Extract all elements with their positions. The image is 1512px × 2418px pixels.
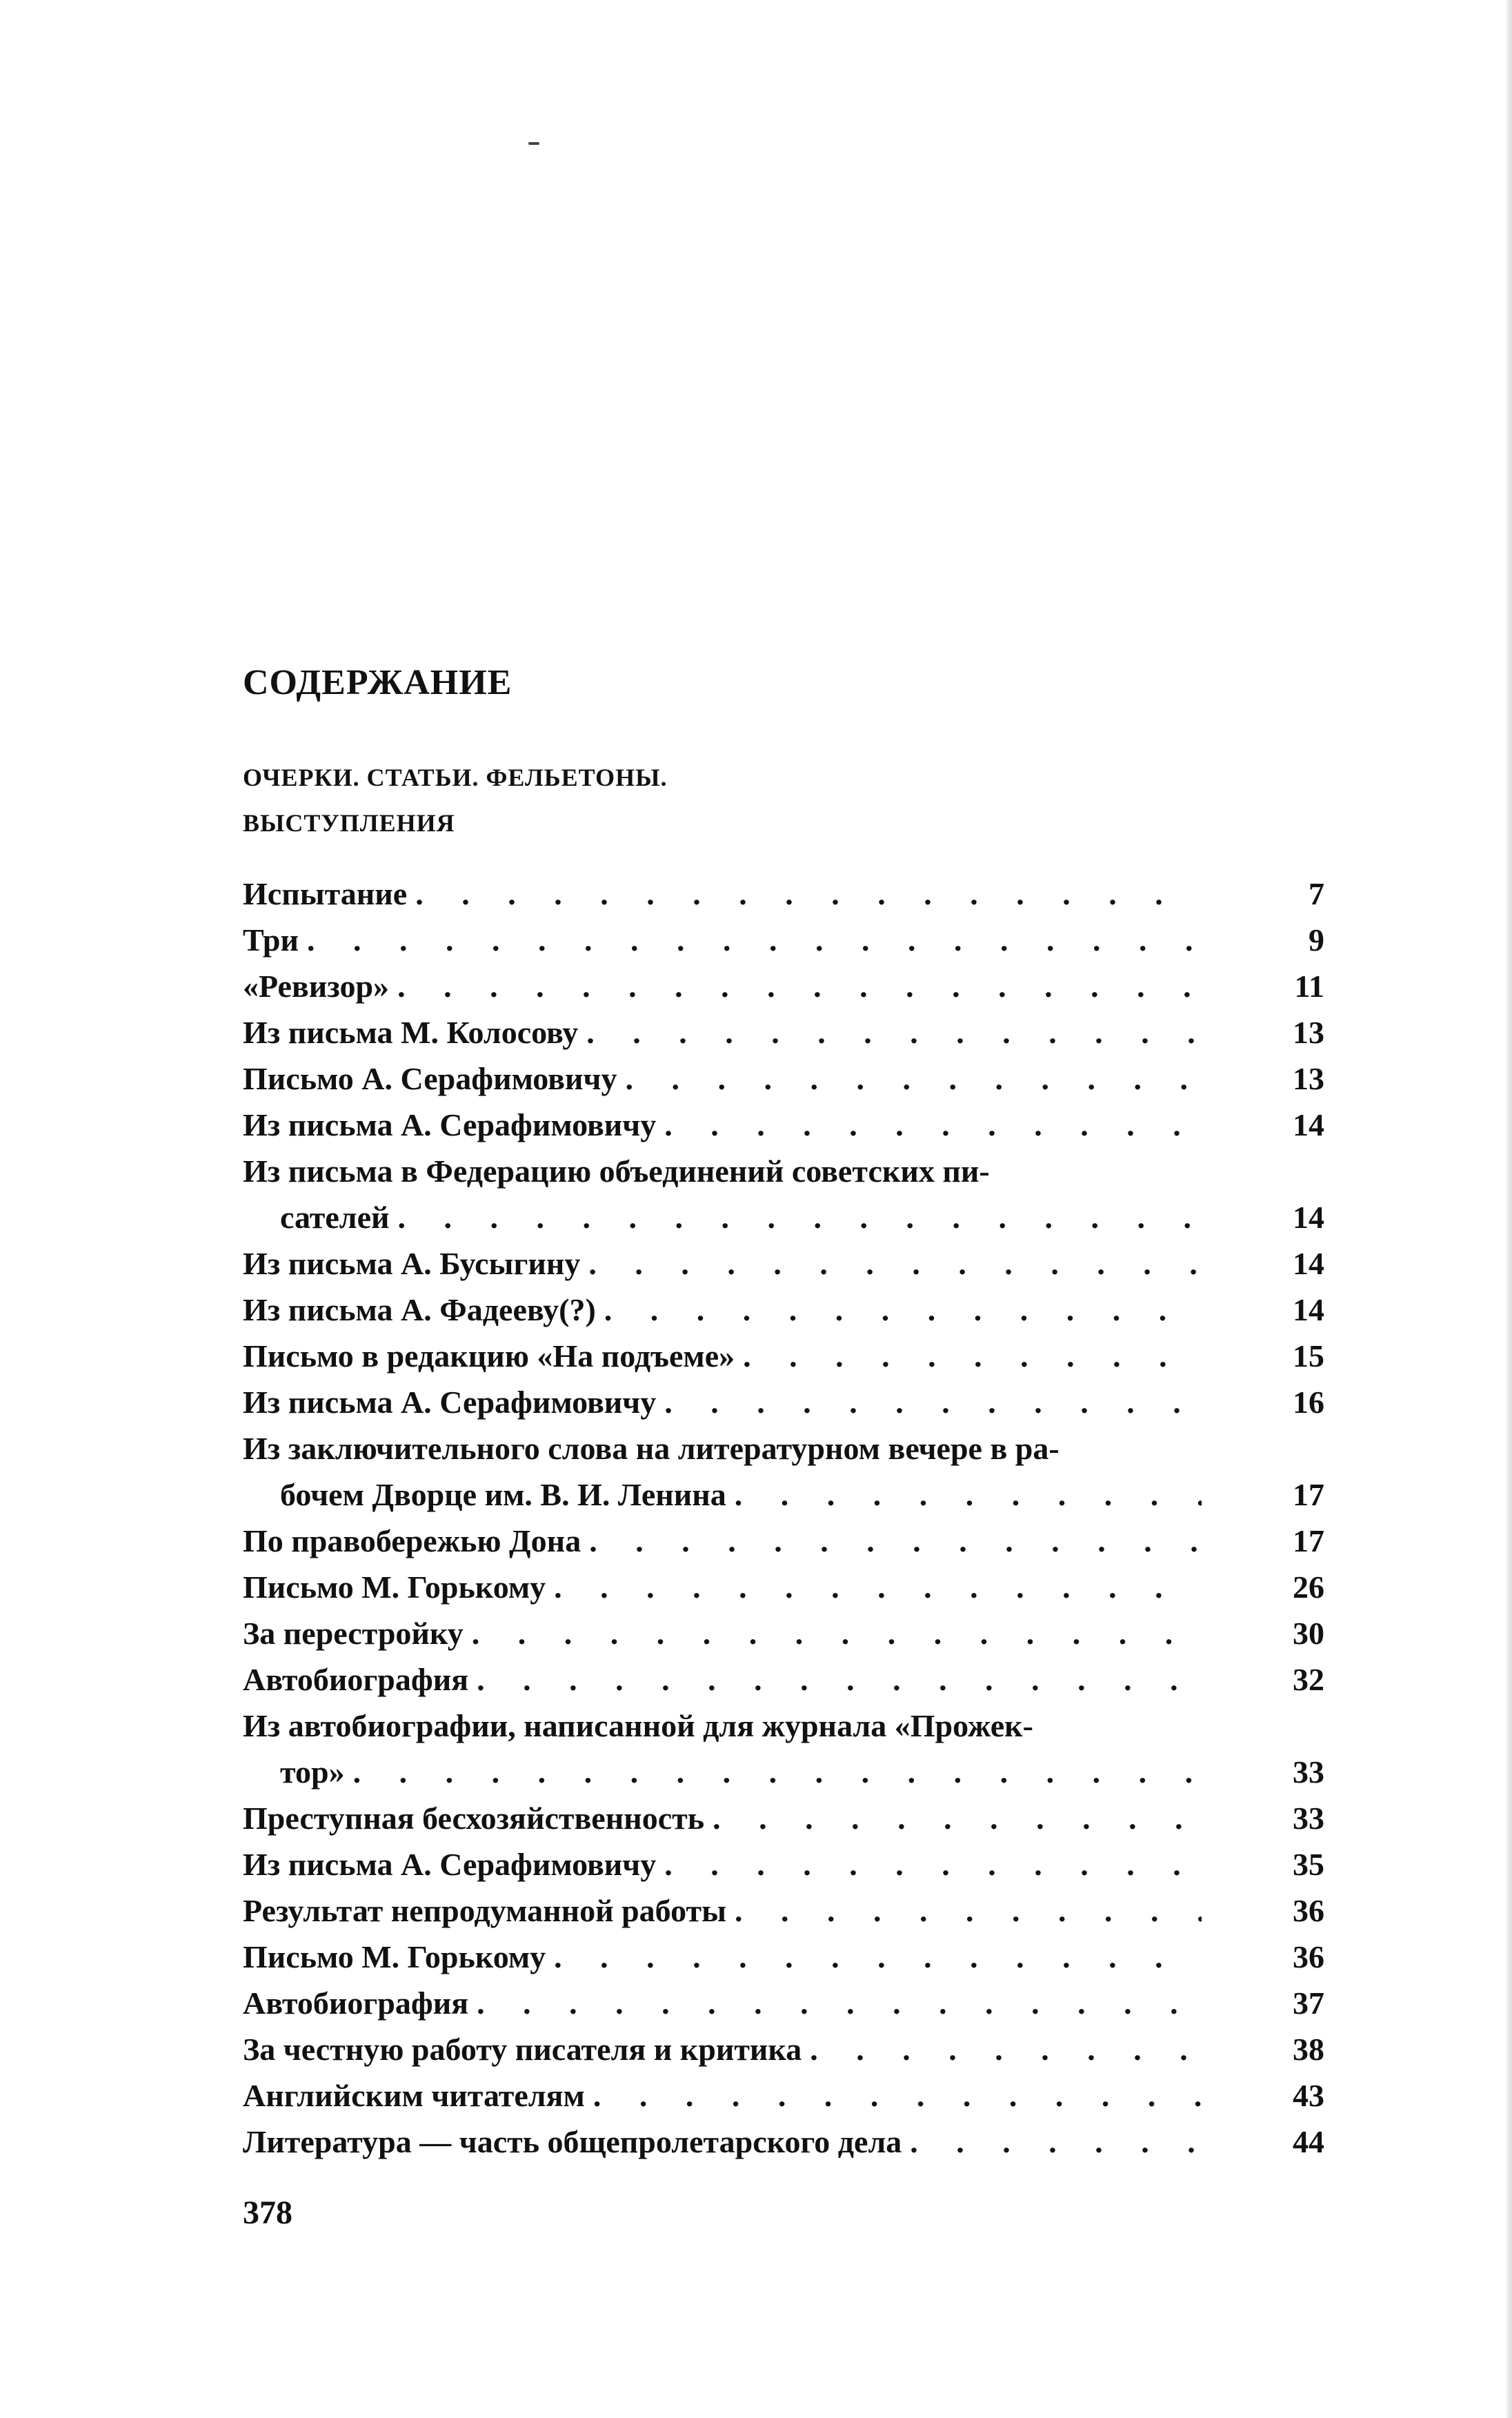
section-title-line-1: ОЧЕРКИ. СТАТЬИ. ФЕЛЬЕТОНЫ. bbox=[243, 764, 668, 791]
toc-entry bbox=[243, 1564, 1324, 1610]
toc-entry-title bbox=[243, 1240, 1202, 1287]
toc-entry-title-line bbox=[243, 2072, 1202, 2119]
toc-entry-title-line bbox=[243, 1148, 1202, 1194]
dot-leader bbox=[625, 1056, 1202, 1102]
toc-entry-page-number: 13 bbox=[1293, 1061, 1324, 1096]
toc-entry-title-line bbox=[243, 1887, 1202, 1934]
toc-entry-page-number: 36 bbox=[1293, 1893, 1324, 1928]
toc-entry-page-number: 43 bbox=[1293, 2078, 1324, 2113]
toc-entry-title bbox=[243, 1287, 1202, 1333]
toc-entry-title-text: Из письма М. Колосову bbox=[243, 1015, 579, 1050]
toc-entry-title-line bbox=[243, 871, 1202, 917]
toc-entry-title-text: Испытание bbox=[243, 876, 408, 911]
toc-entry bbox=[243, 1240, 1324, 1287]
toc-entry-title bbox=[243, 1148, 1202, 1240]
toc-entry-title bbox=[243, 2119, 1202, 2165]
toc-entry-title-text: Из письма в Федерацию объединений советских пи- bbox=[243, 1153, 990, 1189]
toc-entry bbox=[243, 2026, 1324, 2072]
toc-entry bbox=[243, 1887, 1324, 1934]
toc-entry-title-line bbox=[243, 1518, 1202, 1564]
dot-leader bbox=[589, 1518, 1202, 1564]
toc-entry-title-text: Результат непродуманной работы bbox=[243, 1893, 726, 1928]
dot-leader bbox=[477, 1656, 1202, 1703]
toc-entry-title-line bbox=[243, 1056, 1202, 1102]
toc-entry-page-number: 16 bbox=[1293, 1385, 1324, 1420]
print-speck bbox=[528, 142, 539, 145]
toc-entry-title-text: Письмо М. Горькому bbox=[243, 1569, 546, 1605]
toc-entry-title-text: Автобиография bbox=[243, 1662, 469, 1697]
toc-entry-title bbox=[243, 917, 1202, 963]
toc-entry-title-line bbox=[243, 1610, 1202, 1656]
toc-entry bbox=[243, 1009, 1324, 1056]
dot-leader bbox=[588, 1240, 1202, 1287]
toc-entry-title-text: Литература — часть общепролетарского дела bbox=[243, 2124, 902, 2159]
toc-entry-title-text: Из письма А. Серафимовичу bbox=[243, 1385, 657, 1420]
toc-entry-title bbox=[243, 1518, 1202, 1564]
toc-entry bbox=[243, 1841, 1324, 1887]
toc-entry-title bbox=[243, 1379, 1202, 1425]
toc-entry bbox=[243, 871, 1324, 917]
toc-entry-title-text: За перестройку bbox=[243, 1616, 464, 1651]
dot-leader bbox=[398, 1194, 1202, 1240]
dot-leader bbox=[472, 1610, 1202, 1656]
toc-entry-page-number: 17 bbox=[1293, 1523, 1324, 1558]
toc-entry-title bbox=[243, 963, 1202, 1009]
toc-entry-title-text: «Ревизор» bbox=[243, 969, 390, 1004]
toc-entry-title-text: Преступная бесхозяйственность bbox=[243, 1801, 705, 1836]
toc-entry-title-text: Письмо М. Горькому bbox=[243, 1939, 546, 1974]
toc-entry bbox=[243, 2119, 1324, 2165]
dot-leader bbox=[664, 1841, 1202, 1887]
toc-entry-title-line bbox=[243, 1425, 1202, 1471]
toc-entry bbox=[243, 1425, 1324, 1518]
dot-leader bbox=[743, 1333, 1202, 1379]
toc-entry-title bbox=[243, 1610, 1202, 1656]
section-title bbox=[243, 755, 667, 846]
toc-entry-title bbox=[243, 2026, 1202, 2072]
toc-entry bbox=[243, 2072, 1324, 2119]
toc-entry-title bbox=[243, 1887, 1202, 1934]
toc-entry-title-text: сателей bbox=[280, 1200, 390, 1235]
toc-entry-title-line bbox=[243, 1841, 1202, 1887]
page-edge bbox=[1506, 0, 1512, 2418]
toc-entry-title-text: Английским читателям bbox=[243, 2078, 585, 2113]
toc-entry-title-line bbox=[243, 1194, 1202, 1240]
dot-leader bbox=[713, 1795, 1202, 1841]
toc-entry-title bbox=[243, 1841, 1202, 1887]
toc-entry bbox=[243, 1287, 1324, 1333]
toc-entry-title-line bbox=[243, 1795, 1202, 1841]
dot-leader bbox=[593, 2072, 1202, 2119]
toc-entry-title-line bbox=[243, 1379, 1202, 1425]
dot-leader bbox=[397, 963, 1202, 1009]
toc-entry-page-number: 35 bbox=[1293, 1847, 1324, 1882]
toc-entry-title bbox=[243, 1009, 1202, 1056]
toc-entry-title-text: По правобережью Дона bbox=[243, 1523, 581, 1558]
toc-entry bbox=[243, 1656, 1324, 1703]
toc-entry-title bbox=[243, 1056, 1202, 1102]
toc-entry-page-number: 14 bbox=[1293, 1107, 1324, 1142]
toc-entry bbox=[243, 1795, 1324, 1841]
toc-entry-title-text: Из автобиографии, написанной для журнала «Прожек- bbox=[243, 1708, 1033, 1743]
dot-leader bbox=[604, 1287, 1202, 1333]
dot-leader bbox=[735, 1471, 1202, 1518]
toc-entry-title-text: тор» bbox=[280, 1754, 345, 1790]
dot-leader bbox=[353, 1749, 1202, 1795]
section-title-line-2: ВЫСТУПЛЕНИЯ bbox=[243, 809, 455, 837]
toc-entry-page-number: 38 bbox=[1293, 2032, 1324, 2067]
toc-entry-title-line bbox=[243, 2026, 1202, 2072]
toc-entry bbox=[243, 1610, 1324, 1656]
dot-leader bbox=[415, 871, 1202, 917]
table-of-contents bbox=[243, 871, 1324, 2165]
toc-entry-title-text: бочем Дворце им. В. И. Ленина bbox=[280, 1477, 726, 1512]
toc-entry-title bbox=[243, 1980, 1202, 2026]
toc-entry-title bbox=[243, 1795, 1202, 1841]
toc-entry bbox=[243, 1518, 1324, 1564]
toc-entry bbox=[243, 1102, 1324, 1148]
toc-entry-page-number: 30 bbox=[1293, 1616, 1324, 1651]
toc-entry-page-number: 17 bbox=[1293, 1477, 1324, 1512]
toc-entry-page-number: 37 bbox=[1293, 1985, 1324, 2021]
toc-entry-title-text: Из письма А. Бусыгину bbox=[243, 1246, 581, 1281]
toc-entry-title bbox=[243, 1333, 1202, 1379]
toc-entry-title-text: Из письма А. Фадееву(?) bbox=[243, 1292, 596, 1327]
toc-entry bbox=[243, 1333, 1324, 1379]
toc-entry-title-line bbox=[243, 1287, 1202, 1333]
toc-entry-page-number: 32 bbox=[1293, 1662, 1324, 1697]
page-title: СОДЕРЖАНИЕ bbox=[243, 663, 513, 702]
toc-entry-page-number: 7 bbox=[1309, 876, 1324, 911]
toc-entry-title-line bbox=[243, 1749, 1202, 1795]
toc-entry-page-number: 33 bbox=[1293, 1801, 1324, 1836]
dot-leader bbox=[664, 1379, 1202, 1425]
toc-entry bbox=[243, 963, 1324, 1009]
toc-entry-title-line bbox=[243, 1240, 1202, 1287]
page-number: 378 bbox=[243, 2194, 292, 2231]
toc-entry-title-line bbox=[243, 1656, 1202, 1703]
toc-entry bbox=[243, 1379, 1324, 1425]
dot-leader bbox=[554, 1564, 1202, 1610]
toc-entry-title bbox=[243, 871, 1202, 917]
toc-entry-title bbox=[243, 1703, 1202, 1795]
toc-entry-page-number: 36 bbox=[1293, 1939, 1324, 1974]
toc-entry-title-line bbox=[243, 1333, 1202, 1379]
dot-leader bbox=[664, 1102, 1202, 1148]
toc-entry-title-text: Из письма А. Серафимовичу bbox=[243, 1107, 657, 1142]
toc-entry bbox=[243, 1980, 1324, 2026]
dot-leader bbox=[477, 1980, 1202, 2026]
toc-entry-page-number: 11 bbox=[1294, 969, 1324, 1004]
toc-entry-page-number: 15 bbox=[1293, 1338, 1324, 1374]
dot-leader bbox=[586, 1009, 1202, 1056]
toc-entry-title-text: Письмо А. Серафимовичу bbox=[243, 1061, 617, 1096]
toc-entry-title-line bbox=[243, 1934, 1202, 1980]
toc-entry-title-line bbox=[243, 1471, 1202, 1518]
dot-leader bbox=[735, 1887, 1202, 1934]
toc-entry-title-text: Автобиография bbox=[243, 1985, 469, 2021]
toc-entry-title bbox=[243, 2072, 1202, 2119]
toc-entry-page-number: 33 bbox=[1293, 1754, 1324, 1790]
toc-entry-title-text: За честную работу писателя и критика bbox=[243, 2032, 802, 2067]
toc-entry bbox=[243, 917, 1324, 963]
toc-entry-title-text: Письмо в редакцию «На подъеме» bbox=[243, 1338, 735, 1374]
toc-entry-title-line bbox=[243, 1703, 1202, 1749]
toc-entry-page-number: 14 bbox=[1293, 1200, 1324, 1235]
toc-entry-title-line bbox=[243, 917, 1202, 963]
toc-entry-title bbox=[243, 1425, 1202, 1518]
toc-entry-title bbox=[243, 1934, 1202, 1980]
toc-entry-page-number: 13 bbox=[1293, 1015, 1324, 1050]
toc-entry-title bbox=[243, 1656, 1202, 1703]
toc-entry-page-number: 44 bbox=[1293, 2124, 1324, 2159]
dot-leader bbox=[910, 2119, 1202, 2165]
dot-leader bbox=[810, 2026, 1202, 2072]
dot-leader bbox=[307, 917, 1202, 963]
toc-entry bbox=[243, 1703, 1324, 1795]
toc-entry-title-text: Из письма А. Серафимовичу bbox=[243, 1847, 657, 1882]
toc-entry-title-line bbox=[243, 2119, 1202, 2165]
toc-entry-title-text: Три bbox=[243, 922, 299, 958]
toc-entry-title-line bbox=[243, 1980, 1202, 2026]
toc-entry-page-number: 14 bbox=[1293, 1292, 1324, 1327]
dot-leader bbox=[554, 1934, 1202, 1980]
toc-entry-page-number: 14 bbox=[1293, 1246, 1324, 1281]
toc-entry bbox=[243, 1148, 1324, 1240]
toc-entry bbox=[243, 1934, 1324, 1980]
toc-entry-page-number: 26 bbox=[1293, 1569, 1324, 1605]
toc-entry-title-line bbox=[243, 1564, 1202, 1610]
toc-entry-title-line bbox=[243, 963, 1202, 1009]
toc-entry-title bbox=[243, 1102, 1202, 1148]
toc-entry-title bbox=[243, 1564, 1202, 1610]
toc-entry-title-line bbox=[243, 1009, 1202, 1056]
toc-entry-title-line bbox=[243, 1102, 1202, 1148]
toc-entry-title-text: Из заключительного слова на литературном вечере в ра- bbox=[243, 1431, 1060, 1466]
toc-entry-page-number: 9 bbox=[1309, 922, 1324, 958]
toc-entry bbox=[243, 1056, 1324, 1102]
